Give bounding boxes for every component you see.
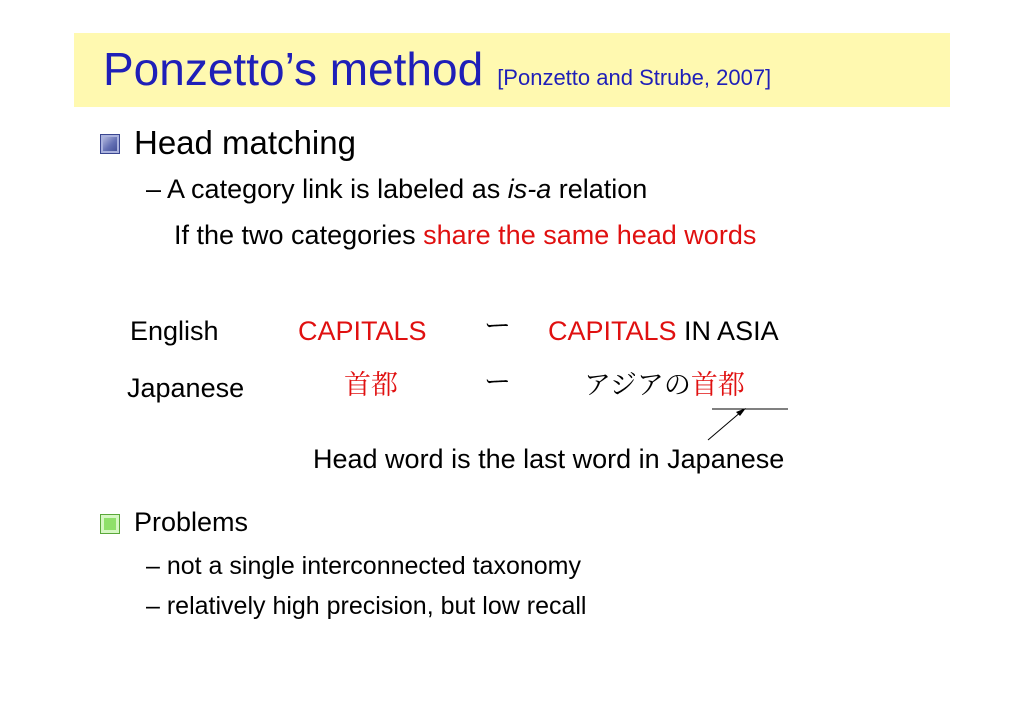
section-heading-head-matching: Head matching — [134, 124, 356, 161]
english-right-black: IN ASIA — [676, 316, 779, 346]
japanese-right-term — [584, 372, 745, 399]
pointer-arrow-line — [708, 411, 742, 440]
japanese-right-red: 首都 — [690, 370, 745, 401]
english-left-term: CAPITALS — [298, 316, 427, 346]
line1-prefix: – A category link is labeled as — [146, 174, 508, 204]
english-dash: ー — [484, 311, 511, 342]
head-word-pointer — [700, 398, 800, 443]
slide-title-text: Ponzetto’s method — [103, 43, 484, 95]
square-bullet-icon — [100, 514, 120, 534]
line2-highlight: share the same head words — [423, 220, 757, 250]
section1-line1 — [146, 176, 647, 203]
problem-item: – relatively high precision, but low recall — [146, 592, 587, 620]
slide-title — [103, 43, 772, 95]
section1-line2 — [174, 222, 756, 249]
head-word-note: Head word is the last word in Japanese — [313, 444, 785, 474]
japanese-right-black: アジアの — [584, 370, 691, 401]
problem-item: – not a single interconnected taxonomy — [146, 552, 581, 580]
japanese-label: Japanese — [127, 373, 245, 403]
line1-italic: is-a — [507, 174, 552, 204]
japanese-left-term: 首都 — [344, 370, 398, 401]
square-bullet-icon — [100, 134, 120, 154]
english-label: English — [130, 316, 219, 346]
slide-title-citation: [Ponzetto and Strube, 2007] — [497, 65, 772, 90]
line2-prefix: If the two categories — [174, 220, 424, 250]
english-right-red: CAPITALS — [548, 316, 677, 346]
line1-suffix: relation — [551, 174, 648, 204]
japanese-dash: ー — [484, 367, 511, 398]
section-heading-problems: Problems — [134, 507, 249, 537]
english-right-term — [548, 318, 779, 345]
